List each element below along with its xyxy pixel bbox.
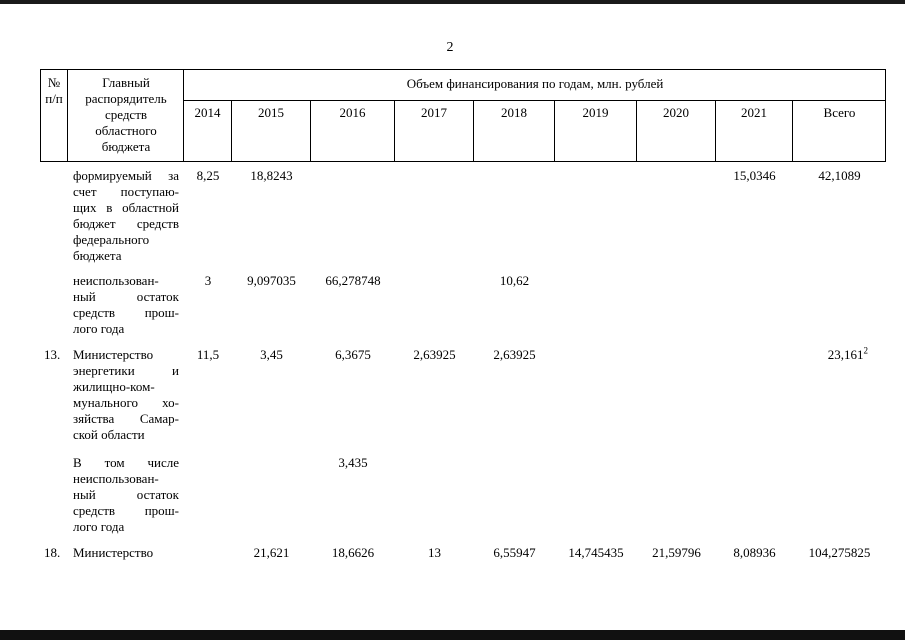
header-year-2020: 2020	[637, 101, 716, 161]
row-name-line: щих в областной	[73, 200, 179, 215]
header-col-number: № п/п	[45, 75, 63, 106]
row-name-line: счет поступаю-	[73, 184, 179, 199]
cell-2015: 9,097035	[247, 273, 296, 288]
row-name-line: зяйства Самар-	[73, 411, 179, 426]
cell-total	[793, 347, 886, 363]
row-name-line: жилищно-ком-	[73, 379, 155, 394]
row-name	[73, 347, 179, 443]
row-name	[73, 168, 179, 264]
header-col-volume: Объем финансирования по годам, млн. рублей	[406, 76, 664, 91]
row-name-line: лого года	[73, 519, 125, 534]
cell-2016: 6,3675	[335, 347, 371, 362]
row-name-line: мунального хо-	[73, 395, 179, 410]
row-name	[73, 455, 179, 535]
header-year-2015: 2015	[232, 101, 311, 161]
row-number: 18.	[44, 545, 61, 560]
row-name-line: энергетики и	[73, 363, 179, 378]
header-year-2016: 2016	[311, 101, 395, 161]
cell-total: 42,1089	[818, 168, 861, 183]
row-name-line: неиспользован-	[73, 273, 159, 288]
row-name-line: В том числе	[73, 455, 179, 470]
row-name-line: ный остаток	[73, 289, 179, 304]
header-col-main: Главный распорядитель средств областного бюджета	[85, 75, 167, 154]
cell-2021: 8,08936	[733, 545, 776, 560]
row-name-line: лого года	[73, 321, 125, 336]
row-name-line: Министерство	[73, 545, 154, 560]
top-border-line	[0, 0, 905, 4]
cell-2019: 14,745435	[568, 545, 624, 560]
cell-total: 104,275825	[808, 545, 871, 560]
row-name	[73, 273, 179, 337]
cell-2018: 2,63925	[493, 347, 536, 362]
row-name-line: бюджета	[73, 248, 122, 263]
row-name-line: федерального	[73, 232, 150, 247]
row-name-line: формируемый за	[73, 168, 179, 183]
page-number: 2	[446, 40, 454, 55]
cell-2015: 3,45	[260, 347, 283, 362]
cell-2014: 3	[204, 273, 212, 288]
header-year-total: Всего	[823, 105, 856, 120]
cell-2021: 15,0346	[733, 168, 776, 183]
header-year-2019: 2019	[555, 101, 637, 161]
cell-2015: 21,621	[253, 545, 290, 560]
bottom-border-line	[0, 630, 905, 640]
cell-2018: 10,62	[499, 273, 530, 288]
row-name-line: средств прош-	[73, 503, 179, 518]
cell-2016: 18,6626	[331, 545, 375, 560]
cell-2018: 6,55947	[493, 545, 536, 560]
row-name-line: бюджет средств	[73, 216, 179, 231]
cell-2014: 8,25	[196, 168, 220, 183]
footnote-marker: 2	[863, 345, 868, 356]
row-number: 13.	[44, 347, 61, 362]
header-year-2017: 2017	[395, 101, 474, 161]
row-name-line: неиспользован-	[73, 471, 159, 486]
cell-2015: 18,8243	[250, 168, 293, 183]
header-year-2021: 2021	[716, 101, 793, 161]
cell-2017: 13	[428, 545, 441, 560]
header-year-2018: 2018	[474, 101, 555, 161]
row-name-line: ской области	[73, 427, 145, 442]
row-name	[73, 545, 179, 561]
cell-total-value: 23,161	[827, 347, 864, 362]
header-year-2014: 2014	[184, 101, 232, 161]
cell-2016: 3,435	[338, 455, 368, 470]
cell-2016: 66,278748	[325, 273, 381, 288]
cell-2020: 21,59796	[652, 545, 701, 560]
row-name-line: ный остаток	[73, 487, 179, 502]
cell-2014: 11,5	[196, 347, 220, 362]
row-name-line: Министерство	[73, 347, 154, 362]
row-name-line: средств прош-	[73, 305, 179, 320]
cell-2017: 2,63925	[413, 347, 456, 362]
